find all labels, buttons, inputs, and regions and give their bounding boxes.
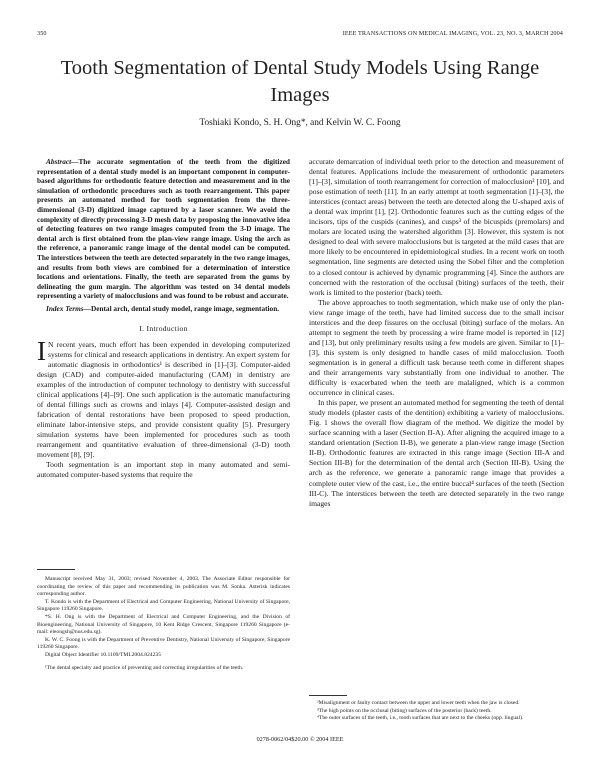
body-paragraph-2: The above approaches to tooth segmentation, which make use of only the plan-view range image of the teeth, have had limited success due to the small incisor interstices and the deep fissures on the occlusal (biting) surface of the molars. An attempt to segment the teeth by processing a wire frame model is reported in [12] and [13], but only preliminary results using a few models are given. Similar to [1]–[3], this system is only designed to handle cases of mild malocclusion. Tooth segmentation is in general a difficult task because teeth come in different shapes and their arrangements vary substantially from one individual to another. The difficulty is exacerbated when the teeth are malaligned, which is a common occurrence in clinical cases. [309,297,564,398]
page-number: 350 [37,30,47,37]
author-affiliation-kondo: T. Kondo is with the Department of Electrical and Computer Engineering, National University of Singapore, Singapore 119260 Singapore. [37,598,290,613]
right-column [309,157,564,509]
left-column [37,157,290,480]
footnotes-left [37,576,290,672]
author-affiliation-foong: K. W. C. Foong is with the Department of Preventive Dentistry, National University of Singapore, Singapore 119260 Singapore. [37,636,290,651]
issn-copyright: 0278-0062/04$20.00 © 2004 IEEE [256,736,344,743]
paper-title: Tooth Segmentation of Dental Study Models Using Range Images [60,57,540,106]
index-terms [37,304,290,314]
intro-paragraph-2: Tooth segmentation is an important step in many automated and semi-automated computer-based systems that require the [37,460,290,480]
abstract [37,157,290,301]
paper-authors: Toshiaki Kondo, S. H. Ong*, and Kelvin W. C. Foong [199,118,401,128]
footnote-2: ²Misalignment or faulty contact between the upper and lower teeth when the jaw is closed. [317,700,520,706]
footnotes-right [309,700,564,723]
intro-paragraph-1 [37,335,290,461]
drop-cap: I [37,335,46,366]
footnote-1: ¹The dental specialty and practice of preventing and correcting irregularities of the teeth. [45,664,244,671]
index-terms-text: Dental arch, dental study model, range image, segmentation. [90,303,280,313]
footnote-rule-right [309,695,347,696]
intro-paragraph-1-text: N recent years, much effort has been expended in developing computerized systems for clinical and research applications in dentistry. An expert system for automatic diagnosis in orthodontics¹ is described in [1]–[3]. Computer-aided design (CAD) and computer-aided manufacturing (CAM) in dentistry are examples of the introduction of computer technology to dentistry with successful clinical applications [4]–[9]. One such application is the automatic manufacturing of dental fillings such as crowns and inlays [4]. Computer-assisted design and fabrication of dental restorations have been proposed to speed production, eliminate labor-intensive steps, and provide consistent quality [5]. Presurgery simulation systems have been implemented for procedures such as tooth rearrangement and quantitative evaluation of three-dimensional (3-D) tooth movement [8], [9]. [37,339,290,460]
abstract-label: Abstract— [46,157,79,166]
section-heading-introduction: I. Introduction [139,323,188,333]
index-terms-label: Index Terms— [46,303,91,313]
footnote-4: ⁴The outer surfaces of the teeth, i.e., tooth surfaces that are next to the cheeks (opp. lingual). [317,715,524,722]
abstract-text: The accurate segmentation of the teeth from the digitized representation of a dental study model is an important component in computer-based algorithms for orthodontic feature detection and measurement and in the simulation of orthodontic procedures such as tooth rearrangement. This paper presents an automated method for tooth segmentation from the three-dimensional (3-D) digitized image captured by a laser scanner. We avoid the complexity of directly processing 3-D mesh data by proposing the innovative idea of detecting features on two range images computed from the 3-D image. The dental arch is first obtained from the plan-view range image. Using the arch as the reference, a panoramic range image of the dental model can be computed. The interstices between the teeth are detected separately in the two range images, and results from both views are combined for a determination of interstice locations and orientations. Finally, the teeth are separated from the gums by delineating the gum margin. The algorithm was tested on 34 dental models representing a variety of malocclusions and was found to be robust and accurate. [37,157,290,301]
running-header [37,30,563,40]
footnote-rule-left [37,569,75,570]
author-affiliation-ong: *S. H. Ong is with the Department of Electrical and Computer Engineering, and the Division of Bioengineering, National University of Singapore, 10 Kent Ridge Crescent, Singapore 119260 Singapore (e-mail: eleongsh@nus.edu.sg). [37,613,290,636]
doi-line: Digital Object Identifier 10.1109/TMI.2004.824235 [45,651,161,658]
manuscript-note: Manuscript received May 31, 2003; revised November 4, 2003. The Associate Editor responsible for coordinating the review of this paper and recommending its publication was M. Sonka. Asterisk indicates corresponding author. [37,576,290,598]
footnote-3: ³The high points on the occlusal (biting) surfaces of the posterior (back) teeth. [317,707,492,714]
journal-header: IEEE TRANSACTIONS ON MEDICAL IMAGING, VOL. 23, NO. 3, MARCH 2004 [342,30,563,37]
body-paragraph-1: accurate demarcation of individual teeth prior to the detection and measurement of dental features. Applications include the measurement of orthodontic parameters [1]–[3], simulation of tooth rearrangement for correction of malocclusion² [10], and pose estimation of teeth [11]. In an early attempt at tooth segmentation [1]–[3], the interstices (contact areas) between the teeth are detected along the U-shaped axis of a dental wax imprint [1], [2]. Orthodontic features such as the cutting edges of the incisors, tips of the cuspids (canines), and cusps³ of the bicuspids (premolars) and molars are located using the watershed algorithm [3]. However, this system is not designed to deal with severe malocclusions but is targeted at the mild cases that are more likely to be encountered in epidemiological studies. In a recent work on tooth segmentation, line segments are detected using the Sobel filter and the completion to a closed contour is achieved by dynamic programming [4]. Since the authors are concerned with the restoration of the occlusal (biting) surfaces of the teeth, their work is limited to the posterior (back) teeth. [309,157,564,297]
body-paragraph-3: In this paper, we present an automated method for segmenting the teeth of dental study models (plaster casts of the dentition) exhibiting a variety of malocclusions. Fig. 1 shows the overall flow diagram of the method. We digitize the model by surface scanning with a laser (Section II-A). After aligning the acquired image to a standard orientation (Section II-B), we generate a plan-view range image (Section II-B). Orthodontic features are extracted in this range image (Section III-A and Section III-B) for the determination of the dental arch (Section III-B). Using the arch as the reference, we generate a panoramic range image that provides a complete outer view of the cast, i.e., the entire buccal⁴ surfaces of the teeth (Section III-C). The interstices between the teeth are detected separately in the two range images [309,398,564,508]
